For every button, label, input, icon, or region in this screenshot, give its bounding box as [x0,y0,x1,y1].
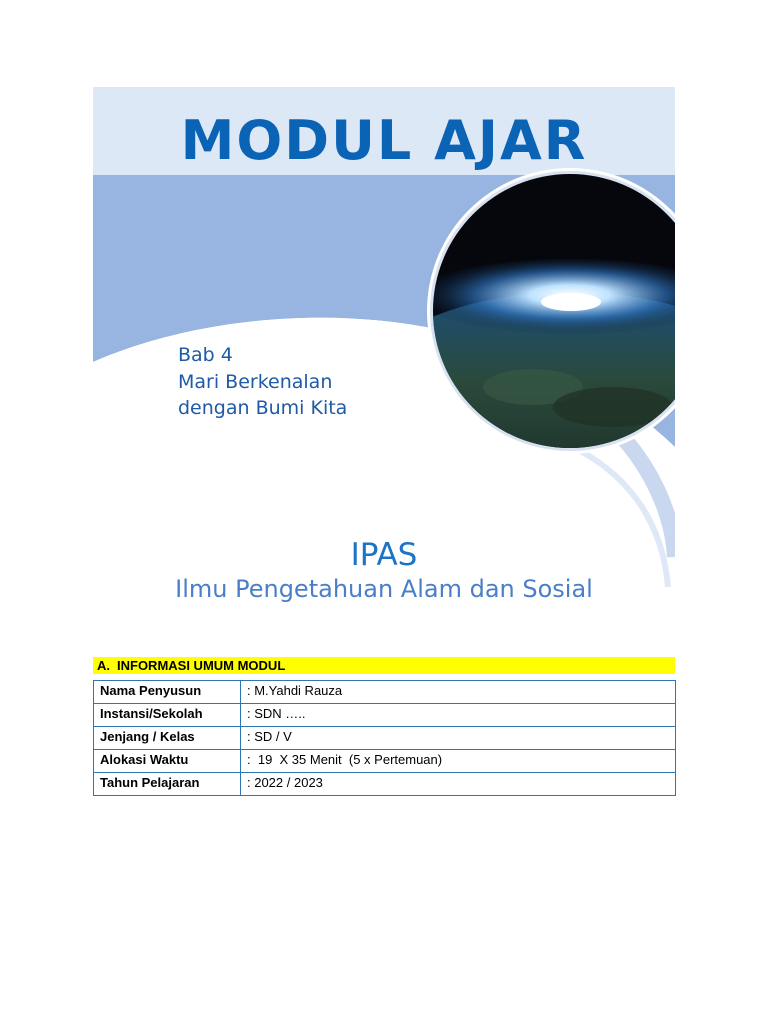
row-value: : M.Yahdi Rauza [241,681,676,704]
table-row [94,750,676,773]
row-label: Alokasi Waktu [94,750,241,773]
row-label: Nama Penyusun [94,681,241,704]
row-value: : 2022 / 2023 [241,773,676,796]
section-number: A. [97,658,110,673]
cover-page [93,87,675,612]
subject-title: IPAS [350,537,418,573]
chapter-title [178,342,347,422]
row-value: : SDN ….. [241,704,676,727]
row-label: Tahun Pelajaran [94,773,241,796]
section-title: INFORMASI UMUM MODUL [117,658,286,673]
row-label: Jenjang / Kelas [94,727,241,750]
table-row [94,773,676,796]
chapter-line: Bab 4 [178,344,233,366]
table-row [94,704,676,727]
row-value: : 19 X 35 Menit (5 x Pertemuan) [241,750,676,773]
section-heading [93,657,675,674]
table-row [94,681,676,704]
chapter-line: dengan Bumi Kita [178,397,348,419]
row-value: : SD / V [241,727,676,750]
document-title: MODUL AJAR [180,109,588,172]
general-info-table [93,680,676,796]
row-label: Instansi/Sekolah [94,704,241,727]
chapter-line: Mari Berkenalan [178,370,333,393]
table-row [94,727,676,750]
subject-full-name: Ilmu Pengetahuan Alam dan Sosial [175,575,593,603]
